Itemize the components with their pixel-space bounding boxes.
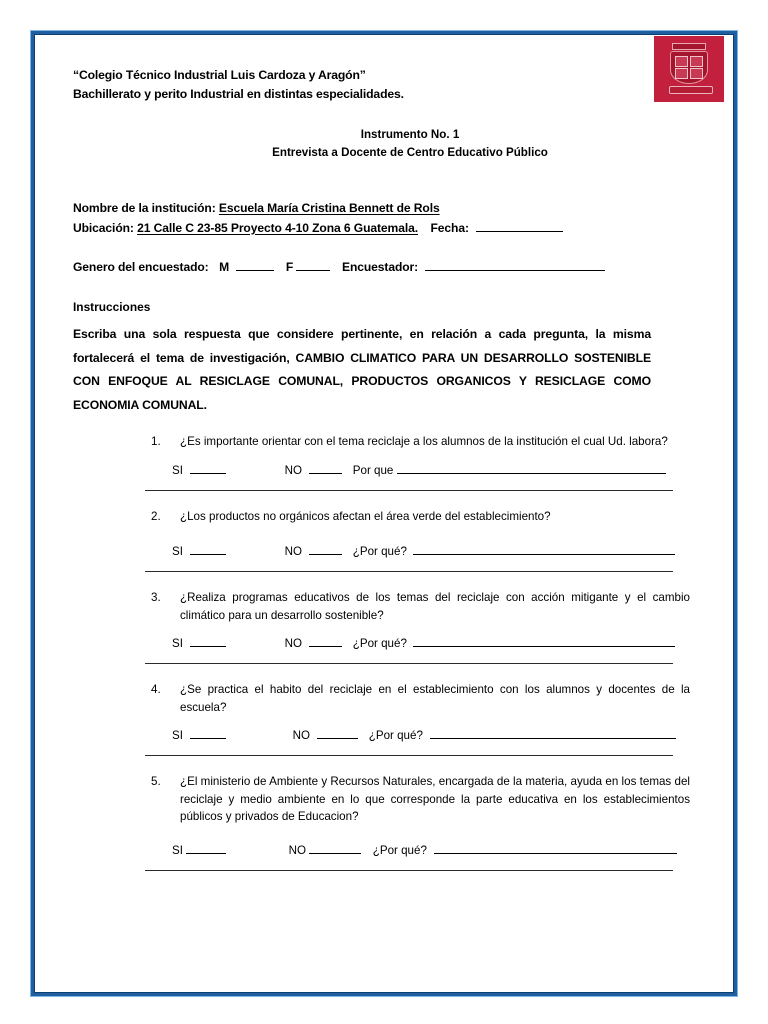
answer-continuation-rule[interactable] — [145, 755, 673, 756]
why-input-blank[interactable] — [413, 646, 675, 647]
male-input-blank[interactable] — [236, 270, 274, 271]
answer-row — [148, 637, 690, 650]
question-text: ¿Es importante orientar con el tema reciclaje a los alumnos de la institución el cual Ud. labora? — [180, 435, 668, 448]
yes-input-blank[interactable] — [186, 853, 226, 854]
school-header — [73, 66, 695, 104]
yes-label: SI — [172, 637, 183, 650]
question-text: ¿Realiza programas educativos de los temas del reciclaje con acción mitigante y el cambio climático para un desarrollo sostenible? — [180, 591, 690, 622]
no-input-blank[interactable] — [309, 853, 361, 854]
no-input-blank[interactable] — [309, 646, 342, 647]
question-text: ¿El ministerio de Ambiente y Recursos Naturales, encargada de la materia, ayuda en los temas del reciclaje y medio ambiente en lo que corresponde la parte educativa en los establecimientos públicos y privados de Educacion? — [180, 775, 690, 823]
why-label: Por que — [352, 463, 394, 477]
answer-continuation-rule[interactable] — [145, 663, 673, 664]
question-number: 1. — [151, 435, 161, 448]
male-label: M — [219, 260, 230, 274]
institution-name-label: Nombre de la institución: — [73, 201, 216, 215]
school-subtitle: Bachillerato y perito Industrial en distintas especialidades. — [73, 87, 404, 101]
answer-row — [148, 729, 690, 742]
gender-label: Genero del encuestado: — [73, 260, 209, 274]
question-item — [148, 773, 690, 871]
respondent-details — [73, 260, 695, 274]
institution-location-label: Ubicación: — [73, 220, 134, 235]
institution-location-row — [73, 219, 695, 239]
no-label: NO — [284, 545, 303, 558]
answer-row — [148, 545, 690, 558]
question-heading — [148, 433, 690, 451]
yes-input-blank[interactable] — [190, 738, 226, 739]
school-name: “Colegio Técnico Industrial Luis Cardoza y Aragón” — [73, 68, 366, 82]
why-label: ¿Por qué? — [352, 637, 407, 650]
no-label: NO — [288, 843, 307, 857]
female-label: F — [285, 260, 294, 274]
no-input-blank[interactable] — [309, 473, 342, 474]
why-input-blank[interactable] — [413, 554, 675, 555]
no-label: NO — [292, 729, 311, 742]
date-input-blank[interactable] — [476, 231, 563, 232]
why-label: ¿Por qué? — [372, 843, 427, 857]
no-label: NO — [284, 463, 303, 477]
interviewer-label: Encuestador: — [341, 260, 419, 274]
question-spacer — [148, 756, 690, 773]
female-input-blank[interactable] — [296, 270, 330, 271]
yes-label: SI — [172, 463, 183, 477]
questions-list — [148, 433, 690, 871]
institution-details — [73, 199, 695, 238]
question-heading — [148, 773, 690, 826]
yes-input-blank[interactable] — [190, 646, 226, 647]
question-text: ¿Se practica el habito del reciclaje en el establecimiento con los alumnos y docentes de la escuela? — [180, 683, 690, 714]
institution-location-value[interactable]: 21 Calle C 23-85 Proyecto 4-10 Zona 6 Guatemala. — [137, 220, 418, 235]
instrument-header — [73, 126, 695, 162]
institution-name-value[interactable]: Escuela María Cristina Bennett de Rols — [218, 201, 440, 215]
question-heading — [148, 508, 690, 526]
why-label: ¿Por qué? — [352, 545, 407, 558]
answer-continuation-rule[interactable] — [145, 490, 673, 491]
why-input-blank[interactable] — [434, 853, 677, 854]
question-number: 4. — [151, 683, 161, 696]
yes-label: SI — [172, 843, 183, 857]
answer-continuation-rule[interactable] — [145, 571, 673, 572]
institution-name-row — [73, 199, 695, 219]
document-content — [73, 19, 695, 871]
question-number: 3. — [151, 591, 161, 604]
question-spacer — [148, 664, 690, 681]
no-label: NO — [284, 637, 303, 650]
interviewer-input-blank[interactable] — [425, 270, 605, 271]
answer-continuation-rule[interactable] — [145, 870, 673, 871]
instructions-title: Instrucciones — [73, 300, 151, 314]
instrument-subtitle: Entrevista a Docente de Centro Educativo Público — [272, 146, 548, 159]
no-input-blank[interactable] — [309, 554, 342, 555]
instructions-body: Escriba una sola respuesta que considere pertinente, en relación a cada pregunta, la misma fortalecerá el tema de investigación, CAMBIO CLIMATICO PARA UN DESARROLLO SOSTENIBLE CON ENFOQUE AL RESICLAGE COMUNAL, PRODUCTOS ORGANICOS Y RESICLAGE COMO ECONOMIA COMUNAL. — [73, 327, 651, 412]
why-input-blank[interactable] — [397, 473, 666, 474]
question-number: 5. — [151, 775, 161, 788]
question-item — [148, 433, 690, 491]
question-item — [148, 508, 690, 573]
why-label: ¿Por qué? — [368, 729, 423, 742]
question-number: 2. — [151, 509, 161, 523]
instrument-title: Instrumento No. 1 — [360, 128, 460, 141]
question-heading — [148, 589, 690, 624]
yes-input-blank[interactable] — [190, 554, 226, 555]
question-spacer — [148, 572, 690, 589]
question-text: ¿Los productos no orgánicos afectan el área verde del establecimiento? — [180, 509, 551, 523]
why-input-blank[interactable] — [430, 738, 676, 739]
question-item — [148, 589, 690, 664]
answer-row — [148, 844, 690, 857]
question-spacer — [148, 491, 690, 508]
yes-label: SI — [172, 729, 183, 742]
answer-row — [148, 464, 690, 477]
question-item — [148, 681, 690, 756]
no-input-blank[interactable] — [317, 738, 358, 739]
date-label: Fecha: — [430, 220, 469, 235]
yes-label: SI — [172, 545, 183, 558]
question-heading — [148, 681, 690, 716]
yes-input-blank[interactable] — [190, 473, 226, 474]
